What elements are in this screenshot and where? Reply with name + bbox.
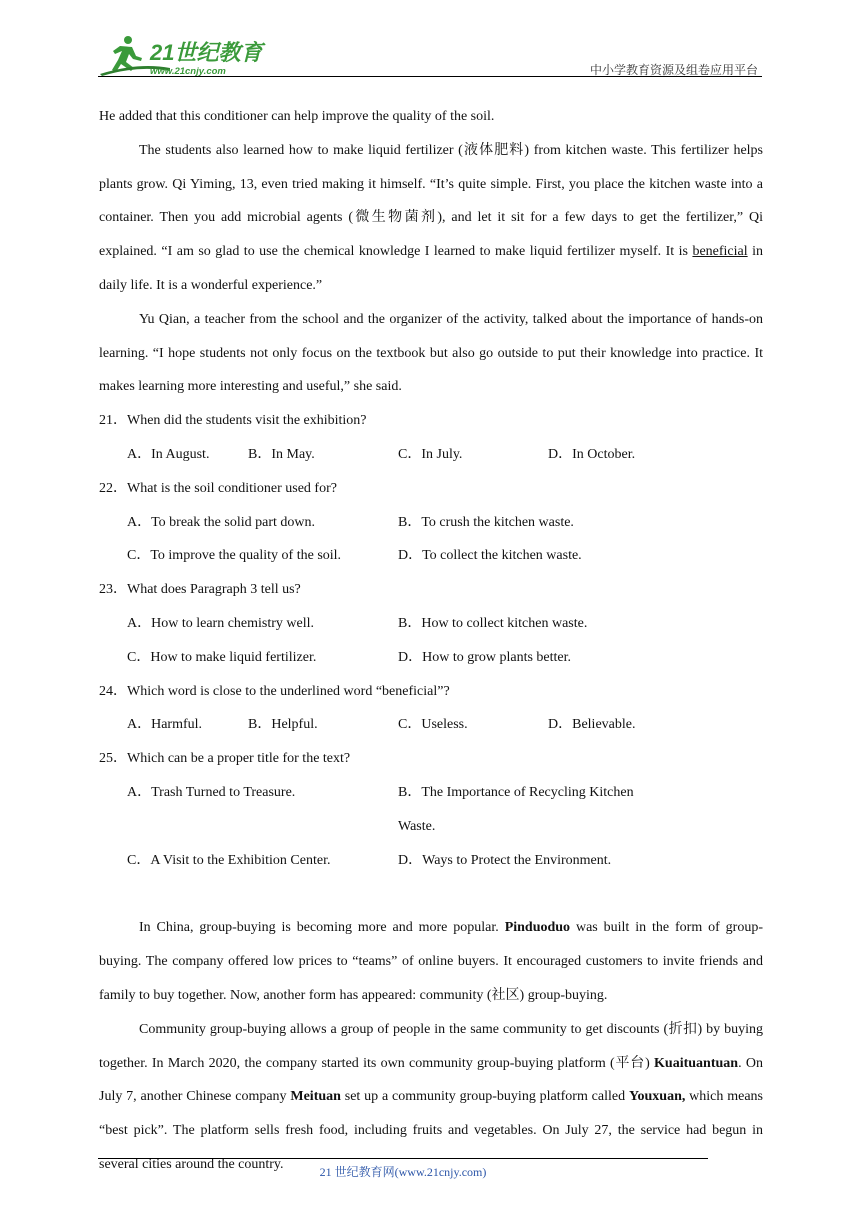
question-stem: 23．What does Paragraph 3 tell us? xyxy=(99,582,301,598)
question-options xyxy=(99,607,763,641)
paragraph: He added that this conditioner can help improve the quality of the soil. xyxy=(99,109,495,124)
option-c: C．A Visit to the Exhibition Center. xyxy=(127,852,331,868)
paragraph: Yu Qian, a teacher from the school and the organizer of the activity, talked about the importance of hands-on learning. “I hope students not only focus on the textbook but also go outside to put their knowledge into practice. It makes learning more interesting and useful,” she said. xyxy=(99,311,763,395)
option-d: D．How to grow plants better. xyxy=(398,649,572,665)
option-c: C．In July. xyxy=(398,446,463,462)
bold-term: Kuaituantuan xyxy=(654,1055,739,1071)
option-a: A．How to learn chemistry well. xyxy=(127,615,315,631)
bold-term: Pinduoduo xyxy=(504,920,571,936)
site-logo xyxy=(98,34,268,76)
page-footer: 21 世纪教育网(www.21cnjy.com) xyxy=(319,1165,487,1179)
option-b: B．In May. xyxy=(248,446,315,462)
question-options xyxy=(99,641,763,675)
question-options xyxy=(99,776,763,844)
bold-term: Youxuan, xyxy=(628,1089,686,1105)
header-divider xyxy=(98,76,762,77)
option-a: A．To break the solid part down. xyxy=(127,514,315,530)
question-stem: 22．What is the soil conditioner used for? xyxy=(99,480,337,496)
question-stem: 21．When did the students visit the exhibition? xyxy=(99,413,367,429)
question-stem: 24．Which word is close to the underlined word “beneficial”? xyxy=(99,683,450,699)
page-header xyxy=(98,30,762,78)
question-options xyxy=(99,438,763,472)
option-a: A．Harmful. xyxy=(127,717,203,733)
footer-divider xyxy=(98,1158,708,1159)
option-b: B．How to collect kitchen waste. xyxy=(398,615,588,631)
option-b: B．The Importance of Recycling Kitchen Waste. xyxy=(398,784,634,834)
option-a: A．In August. xyxy=(127,446,210,462)
option-c: C．Useless. xyxy=(398,717,468,733)
bold-term: Meituan xyxy=(290,1089,341,1105)
option-d: D．Ways to Protect the Environment. xyxy=(398,852,612,868)
platform-label: 中小学教育资源及组卷应用平台 xyxy=(589,63,758,77)
question-options xyxy=(99,506,763,540)
paragraph: The students also learned how to make liquid fertilizer (液体肥料) from kitchen waste. This fertilizer helps plants grow. Qi Yiming, 13, even tried making it himself. “It’s quite simple. First, you place the kitchen waste into a container. Then you add microbial agents (微生物菌剂), and let it sit for a few days to get the fertilizer,” Qi explained. “I am so glad to use the chemical knowledge I learned to make liquid fertilizer myself. It is beneficial in daily life. It is a wonderful experience.” xyxy=(99,142,763,293)
option-c: C．To improve the quality of the soil. xyxy=(127,548,342,564)
question-options xyxy=(99,708,763,742)
question-stem: 25．Which can be a proper title for the text? xyxy=(99,751,351,767)
question-options xyxy=(99,539,763,573)
logo-text: 21世纪教育 xyxy=(150,40,263,65)
document-body xyxy=(99,100,763,1182)
question-options xyxy=(99,844,763,878)
option-d: D．To collect the kitchen waste. xyxy=(398,548,582,564)
paragraph: Community group-buying allows a group of people in the same community to get discounts (折扣) by buying together. In March 2020, the company started its own community group-buying platform (平台) Kuaituantuan. On July 7, another Chinese company Meituan set up a community group-buying platform called Youxuan, which means “best pick”. The platform sells fresh food, including fruits and vegetables. On July 27, the service had begun in several cities around the country. xyxy=(99,1021,763,1172)
option-c: C．How to make liquid fertilizer. xyxy=(127,649,317,665)
section-gap xyxy=(99,877,763,911)
option-d: D．In October. xyxy=(548,446,636,462)
option-b: B．To crush the kitchen waste. xyxy=(398,514,574,530)
option-d: D．Believable. xyxy=(548,717,636,733)
underlined-word: beneficial xyxy=(692,244,748,260)
logo-url: www.21cnjy.com xyxy=(150,66,226,76)
option-b: B．Helpful. xyxy=(248,717,318,733)
option-a: A．Trash Turned to Treasure. xyxy=(127,784,296,800)
paragraph: In China, group-buying is becoming more and more popular. Pinduoduo was built in the form of group-buying. The company offered low prices to “teams” of online buyers. It encouraged customers to invite friends and family to buy together. Now, another form has appeared: community (社区) group-buying. xyxy=(99,920,763,1003)
